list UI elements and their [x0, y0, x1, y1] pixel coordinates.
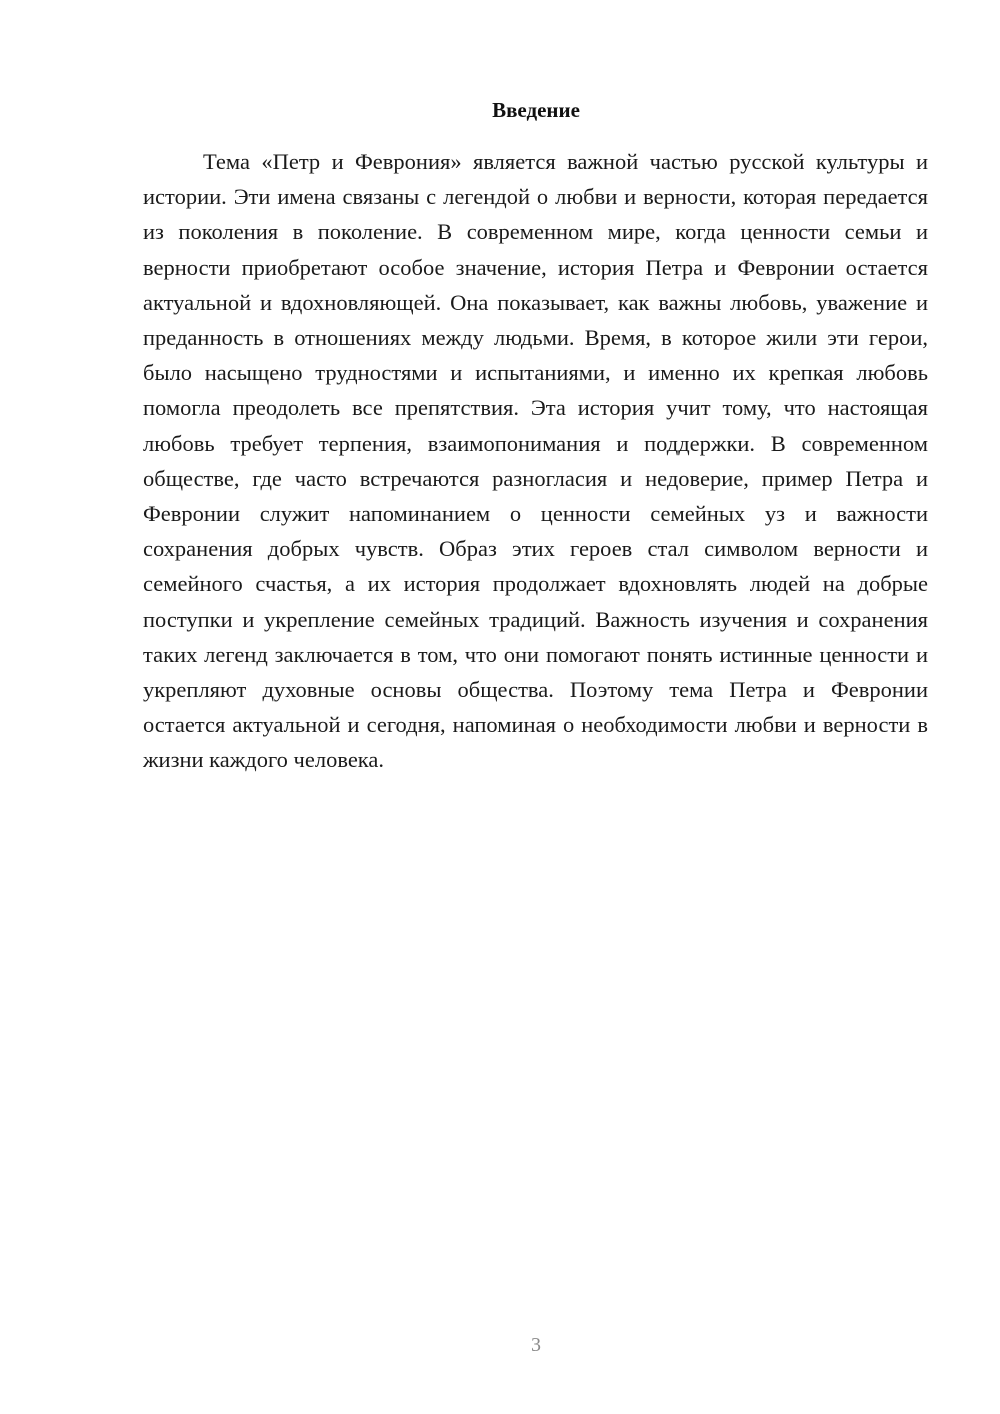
section-heading: Введение	[492, 98, 580, 122]
page-number: 3	[531, 1334, 541, 1356]
body-paragraph: Тема «Петр и Феврония» является важной частью русской культуры и истории. Эти имена связаны с легендой о любви и верности, которая передается из поколения в поколение. В современном мире, когда ценности семьи и верности приобретают особое значение, история Петра и Февронии остается актуальной и вдохновляющей. Она показывает, как важны любовь, уважение и преданность в отношениях между людьми. Время, в которое жили эти герои, было насыщено трудностями и испытаниями, и именно их крепкая любовь помогла преодолеть все препятствия. Эта история учит тому, что настоящая любовь требует терпения, взаимопонимания и поддержки. В современном обществе, где часто встречаются разногласия и недоверие, пример Петра и Февронии служит напоминанием о ценности семейных уз и важности сохранения добрых чувств. Образ этих героев стал символом верности и семейного счастья, а их история продолжает вдохновлять людей на добрые поступки и укрепление семейных традиций. Важность изучения и сохранения таких легенд заключается в том, что они помогают понять истинные ценности и укрепляют духовные основы общества. Поэтому тема Петра и Февронии остается актуальной и сегодня, напоминая о необходимости любви и верности в жизни каждого человека.	[143, 149, 928, 773]
